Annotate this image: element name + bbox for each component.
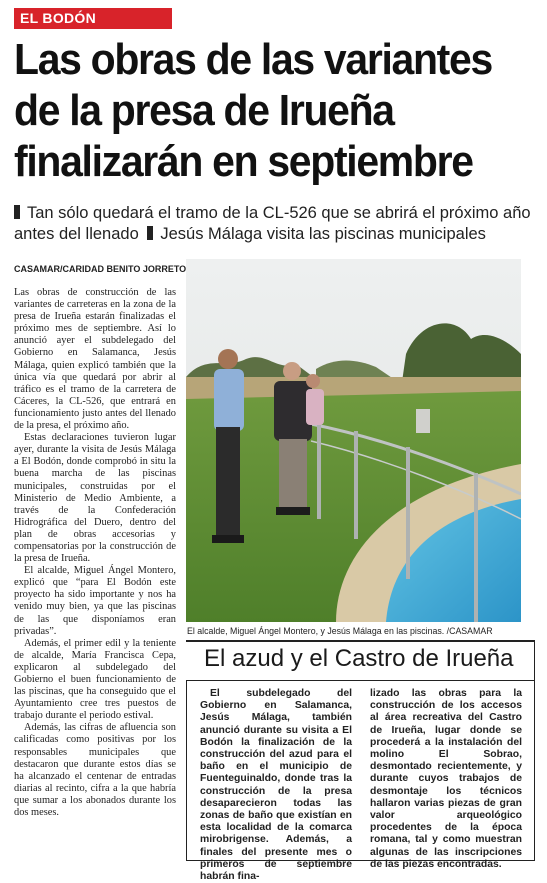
bullet-square-icon: [14, 205, 20, 219]
article-body: [14, 287, 176, 819]
subhead: [14, 203, 536, 245]
photo-caption: El alcalde, Miguel Ángel Montero, y Jesús Málaga en las piscinas. /CASAMAR: [187, 626, 493, 636]
box-left-rule: [186, 680, 187, 860]
section-label-text: EL BODÓN: [20, 10, 97, 26]
section-label: [14, 8, 172, 29]
article-photo: [186, 259, 521, 622]
headline: Las obras de las variantes de la presa de Irueña finalizarán en septiembre: [14, 35, 492, 186]
subhead-item-1: Tan sólo quedará el tramo de la CL-526 que se abrirá el próximo año antes del llenado: [14, 204, 531, 243]
paragraph: El subdelegado del Gobierno en Salamanca, Jesús Málaga, también anunció durante su visita a El Bodón la finalización de la construcción del azud para el baño en el municipio de Fuenteguinaldo, donde tras la construcción de la presa desaparecieron todas las zonas de baño que existían en esta localidad de la comarca mirobrigense. Además, a finales del presente mes o primeros de septiembre habrán fina-: [200, 688, 352, 883]
paragraph: Estas declaraciones tuvieron lugar ayer, durante la visita de Jesús Málaga a El Bodón, donde comprobó in situ la buena marcha de las piscinas municipales, construidas por el Ministerio de Medio Ambiente, a través de la Confederación Hidrográfica del Duero, dentro del plan de obras accesorias y compensatorias por la construcción de la presa de Irueña.: [14, 432, 176, 565]
paragraph: El alcalde, Miguel Ángel Montero, explicó que “para El Bodón este proyecto ha sido importante y nos ha venido muy bien, ya que las piscinas de las que disponíamos eran privadas”.: [14, 565, 176, 637]
box-right-rule: [534, 640, 535, 861]
box-top-rule: [186, 640, 535, 642]
photo-illustration: [186, 259, 521, 622]
sidebar-column-1: [200, 688, 352, 883]
paragraph: Las obras de construcción de las variantes de carreteras en la zona de la presa de Irueña estarán finalizadas el próximo mes de septiembre. Así lo anunció ayer el subdelegado del Gobierno en Salamanca, Jesús Málaga, quien explicó también que la única vía que quedará por abrir al tráfico es el tramo de la carretera de Cáceres, la CL-526, que entrará en funcionamiento justo antes del llenado de la presa, el próximo año.: [14, 287, 176, 432]
byline: CASAMAR/CARIDAD BENITO JORRETO: [14, 264, 187, 274]
paragraph: lizado las obras para la construcción de los accesos al área recreativa del Castro de Irueña, lugar donde se procederá a la instalación del molino El Sobrao, desmontado recientemente, y durante cuyos trabajos de desmontaje los técnicos hallaron varias piezas de gran valor arqueológico procedentes de la época romana, tal y como muestran algunas de las inscripciones de las piezas encontradas.: [370, 688, 522, 870]
box-title-rule: [186, 680, 535, 681]
paragraph: Además, el primer edil y la teniente de alcalde, María Francisca Cepa, explicaron al subdelegado del Gobierno el buen funcionamiento de las piscinas, que ha conseguido que el Ayuntamiento cree tres puestos de trabajo durante el periodo estival.: [14, 637, 176, 722]
sidebar-title: El azud y el Castro de Irueña: [204, 645, 514, 672]
paragraph: Además, las cifras de afluencia son calificadas como positivas por los responsables municipales que destacaron que durante estos días se ha alcanzado el centenar de entradas diarias al recinto, cifra a la que habría que sumar a los abonados durante los dos meses.: [14, 722, 176, 819]
subhead-item-2: Jesús Málaga visita las piscinas municipales: [160, 225, 486, 243]
sidebar-column-2: [370, 688, 522, 871]
bullet-square-icon: [147, 226, 153, 240]
